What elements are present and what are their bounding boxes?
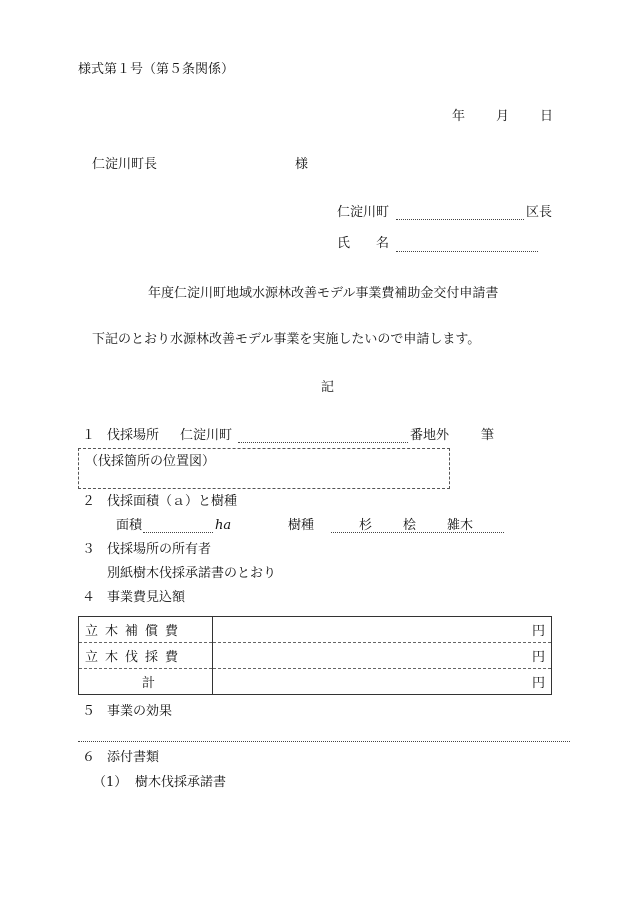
cost-row-value[interactable]: 円 [531,676,545,691]
section4-number: ４ [82,590,96,605]
section1-chiban: 番地外 [410,428,450,443]
area-label: 面積 [116,518,143,533]
section3-label: 伐採場所の所有者 [107,542,212,557]
cost-row-value[interactable]: 円 [213,617,552,643]
table-row [79,643,552,669]
section5-number: ５ [82,704,96,719]
applicant-district-field[interactable] [396,219,524,220]
species-field[interactable] [331,532,504,533]
section2-number: ２ [82,494,96,509]
date-day-label: 日 [540,109,554,124]
section1-hitsu: 筆 [481,428,495,443]
intro-text: 下記のとおり水源林改善モデル事業を実施したいので申請します。 [92,332,481,347]
section6-number: ６ [82,750,96,765]
section1-number: １ [82,428,96,443]
table-row [79,617,552,643]
applicant-name-label: 氏 名 [337,236,390,251]
date-month-label: 月 [496,109,510,124]
section1-address-field[interactable] [238,442,408,443]
section2-label: 伐採面積（ａ）と樹種 [107,494,238,509]
attachment-item-label: 樹木伐採承諾書 [135,775,227,790]
section6-label: 添付書類 [107,750,160,765]
species-zouki: 雑木 [447,518,474,533]
addressee-name: 仁淀川町長 [92,157,158,172]
section3-note: 別紙樹木伐採承諾書のとおり [107,566,277,581]
cost-row-value[interactable]: 円 [213,643,552,669]
applicant-name-field[interactable] [396,251,538,252]
table-row [79,669,552,695]
section1-town: 仁淀川町 [180,428,233,443]
section3-number: ３ [82,542,96,557]
date-year-label: 年 [452,109,466,124]
species-label: 樹種 [288,518,315,533]
area-field[interactable] [143,532,213,533]
location-map-box [78,448,450,489]
cost-table [78,616,552,695]
species-sugi: 杉 [359,518,373,533]
species-hinoki: 桧 [403,518,417,533]
cost-row-label: 立木伐採費 [79,643,213,669]
cost-row-label: 計 [79,669,213,695]
applicant-town: 仁淀川町 [337,205,390,220]
addressee-honorific: 様 [295,157,309,172]
location-map-label: （伐採箇所の位置図） [85,454,216,469]
area-unit: ha [215,518,232,533]
cost-row-label: 立木補償費 [79,617,213,643]
form-number: 様式第１号（第５条関係） [78,62,235,77]
ki-label: 記 [321,380,335,395]
section1-label: 伐採場所 [107,428,160,443]
effect-field[interactable] [78,741,570,742]
applicant-district-suffix: 区長 [526,205,553,220]
document-title: 年度仁淀川町地域水源林改善モデル事業費補助金交付申請書 [148,286,499,301]
section5-label: 事業の効果 [107,704,173,719]
section4-label: 事業費見込額 [107,590,186,605]
attachment-item-number: （1） [93,775,128,790]
